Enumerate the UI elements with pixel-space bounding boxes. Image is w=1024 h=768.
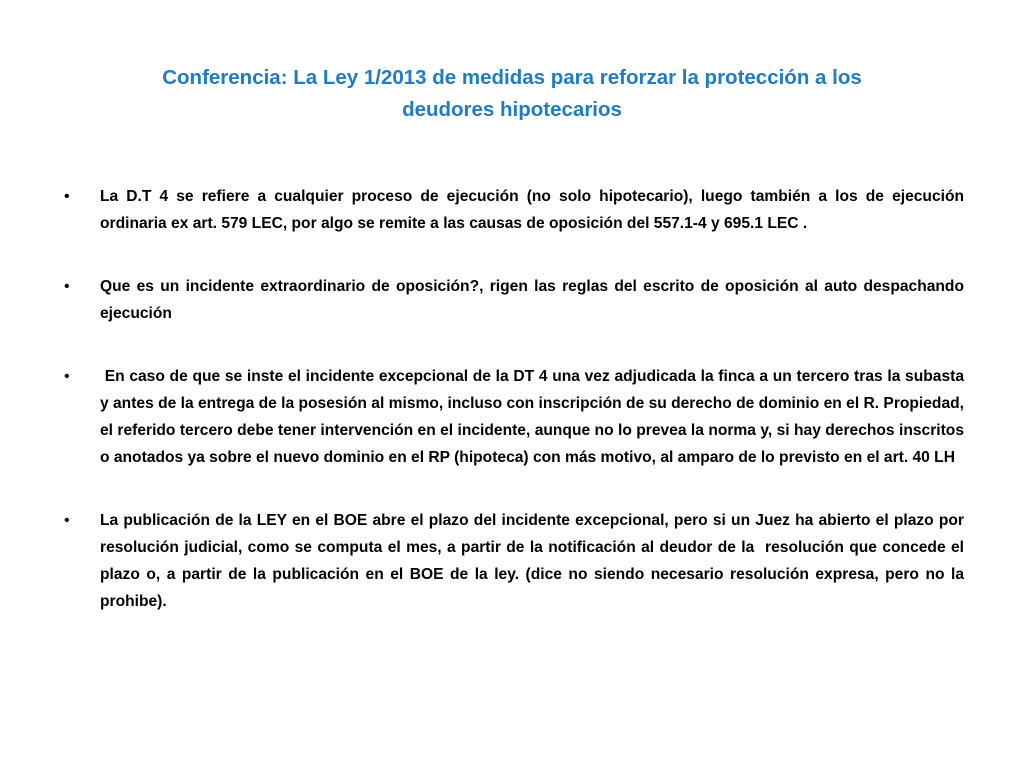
bullet-text-3: En caso de que se inste el incidente excepcional de la DT 4 una vez adjudicada la finca a un tercero tras la subasta y antes de la entrega de la posesión al mismo, incluso con inscripción de su derecho de dominio en el R. Propiedad, el referido tercero debe tener intervención en el incidente, aunque no lo prevea la norma y, si hay derechos inscritos o anotados ya sobre el nuevo dominio en el RP (hipoteca) con más motivo, al amparo de lo previsto en el art. 40 LH	[100, 368, 969, 466]
bullet-dot-icon: •	[64, 278, 70, 295]
bullet-text-2: Que es un incidente extraordinario de oposición?, rigen las reglas del escrito de oposición al auto despachando ejecución	[100, 278, 969, 322]
bullet-text-4: La publicación de la LEY en el BOE abre el plazo del incidente excepcional, pero si un Juez ha abierto el plazo por resolución judicial, como se computa el mes, a partir de la notificación al deudor de la resolución que concede el plazo o, a partir de la publicación en el BOE de la ley. (dice no siendo necesario resolución expresa, pero no la prohibe).	[100, 512, 969, 610]
bullet-text-1: La D.T 4 se refiere a cualquier proceso de ejecución (no solo hipotecario), luego también a los de ejecución ordinaria ex art. 579 LEC, por algo se remite a las causas de oposición del 557.1-4 y 695.1 LEC .	[100, 188, 969, 232]
slide-title-line-2: deudores hipotecarios	[402, 98, 622, 121]
bullet-item-3	[62, 363, 969, 471]
bullet-dot-icon: •	[64, 188, 70, 205]
slide-title-line-1: Conferencia: La Ley 1/2013 de medidas para reforzar la protección a los	[162, 66, 862, 89]
bullet-dot-icon: •	[64, 368, 70, 385]
bullet-list	[62, 183, 969, 651]
bullet-item-1	[62, 183, 969, 237]
bullet-item-4	[62, 507, 969, 615]
bullet-item-2	[62, 273, 969, 327]
slide-title	[80, 62, 944, 126]
bullet-dot-icon: •	[64, 512, 70, 529]
